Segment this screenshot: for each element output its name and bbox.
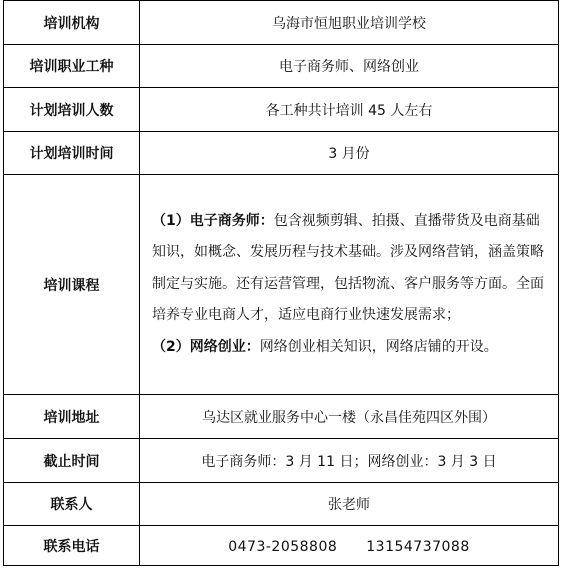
value-deadline: 电子商务师：3 月 11 日；网络创业：3 月 3 日 [140, 439, 559, 483]
label-plan-count: 计划培训人数 [4, 88, 140, 132]
label-contact: 联系人 [4, 483, 140, 526]
row-plan-count [4, 88, 559, 132]
label-occupation: 培训职业工种 [4, 45, 140, 88]
label-address: 培训地址 [4, 395, 140, 439]
course-item-2 [152, 332, 544, 364]
row-phone [4, 526, 559, 566]
course-item-2-title: （2）网络创业： [152, 338, 260, 355]
value-plan-time: 3 月份 [140, 132, 559, 175]
label-deadline: 截止时间 [4, 439, 140, 483]
value-course [140, 175, 559, 395]
training-info-table [3, 0, 559, 566]
label-phone: 联系电话 [4, 526, 140, 566]
value-occupation: 电子商务师、网络创业 [140, 45, 559, 88]
course-item-1 [152, 206, 544, 332]
value-address: 乌达区就业服务中心一楼（永昌佳苑四区外围） [140, 395, 559, 439]
course-item-1-text: 包含视频剪辑、拍摄、直播带货及电商基础知识，如概念、发展历程与技术基础。涉及网络营销，涵盖策略制定与实施。还有运营管理，包括物流、客户服务等方面。全面培养专业电商人才，适应电商行业快速发展需求； [152, 212, 544, 324]
row-course [4, 175, 559, 395]
course-item-2-text: 网络创业相关知识，网络店铺的开设。 [259, 338, 498, 355]
row-deadline [4, 439, 559, 483]
value-contact: 张老师 [140, 483, 559, 526]
value-institution: 乌海市恒旭职业培训学校 [140, 1, 559, 45]
label-course: 培训课程 [4, 175, 140, 395]
value-phone: 0473-2058808 13154737088 [140, 526, 559, 566]
value-plan-count: 各工种共计培训 45 人左右 [140, 88, 559, 132]
row-occupation [4, 45, 559, 88]
row-plan-time [4, 132, 559, 175]
course-item-1-title: （1）电子商务师： [152, 212, 274, 229]
row-address [4, 395, 559, 439]
label-institution: 培训机构 [4, 1, 140, 45]
label-plan-time: 计划培训时间 [4, 132, 140, 175]
row-institution [4, 1, 559, 45]
row-contact [4, 483, 559, 526]
